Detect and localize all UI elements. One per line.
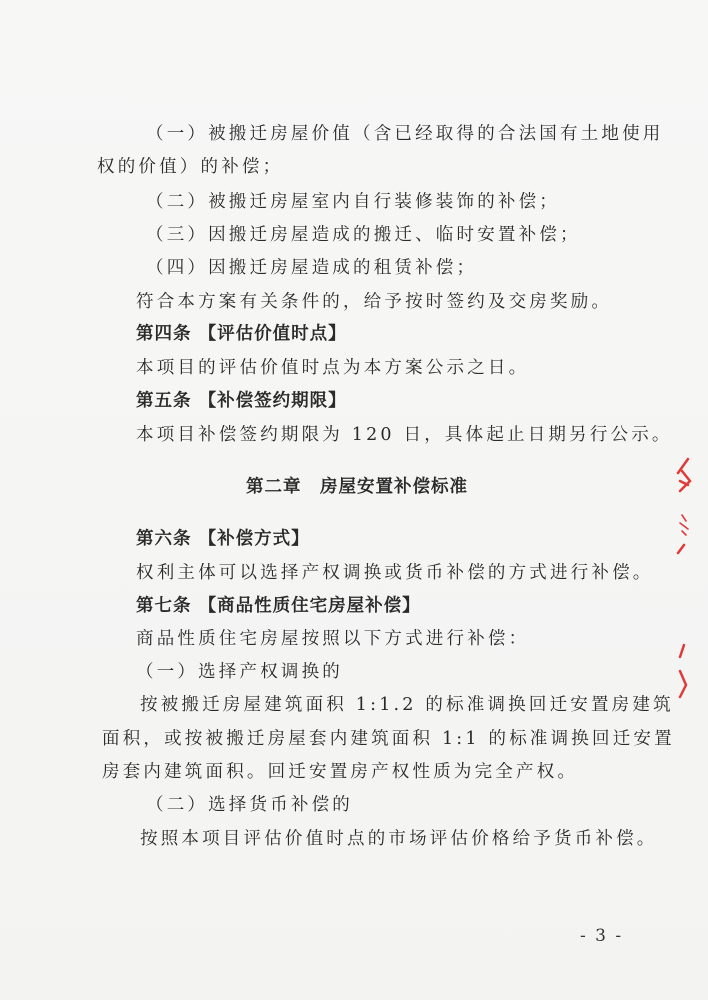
clause-item-1-cont: 权的价值）的补偿； — [97, 157, 284, 177]
article-7-heading: 第七条 【商品性质住宅房屋补偿】 — [136, 596, 421, 616]
article-6-body: 权利主体可以选择产权调换或货币补偿的方式进行补偿。 — [136, 563, 654, 583]
page-number: - 3 - — [580, 926, 624, 946]
article-4-body: 本项目的评估价值时点为本方案公示之日。 — [136, 358, 530, 378]
article-5-heading: 第五条 【补偿签约期限】 — [136, 391, 347, 411]
option-2-body: 按照本项目评估价值时点的市场评估价格给予货币补偿。 — [140, 829, 658, 849]
article-7-intro: 商品性质住宅房屋按照以下方式进行补偿： — [136, 629, 530, 649]
red-seal-stamp-icon — [668, 445, 708, 705]
clause-item-2: （二）被搬迁房屋室内自行装修装饰的补偿； — [146, 192, 560, 212]
article-6-heading: 第六条 【补偿方式】 — [136, 529, 310, 549]
option-1-body-line-3: 房套内建筑面积。回迁安置房产权性质为完全产权。 — [102, 762, 579, 782]
clause-item-3: （三）因搬迁房屋造成的搬迁、临时安置补偿； — [146, 225, 581, 245]
reward-paragraph: 符合本方案有关条件的，给予按时签约及交房奖励。 — [136, 292, 613, 312]
option-1-body-line-2: 面积，或按被搬迁房屋套内建筑面积 1:1 的标准调换回迁安置 — [102, 729, 675, 749]
article-4-heading: 第四条 【评估价值时点】 — [136, 324, 347, 344]
article-5-body: 本项目补偿签约期限为 120 日，具体起止日期另行公示。 — [136, 425, 673, 445]
option-1-title: （一）选择产权调换的 — [136, 662, 343, 682]
clause-item-4: （四）因搬迁房屋造成的租赁补偿； — [146, 258, 478, 278]
clause-item-1: （一）被搬迁房屋价值（含已经取得的合法国有土地使用 — [146, 124, 664, 144]
option-1-body-line-1: 按被搬迁房屋建筑面积 1:1.2 的标准调换回迁安置房建筑 — [140, 695, 674, 715]
chapter-2-title: 第二章 房屋安置补偿标准 — [246, 477, 468, 497]
option-2-title: （二）选择货币补偿的 — [146, 795, 353, 815]
